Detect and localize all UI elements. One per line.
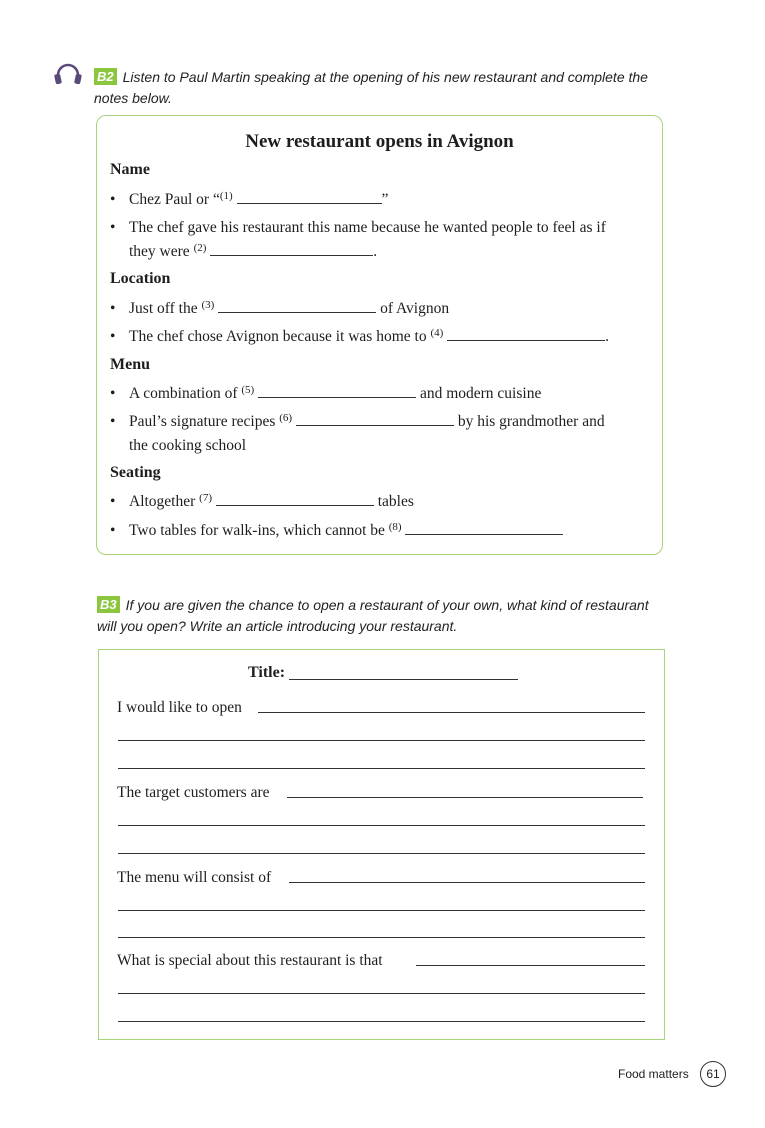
writing-line[interactable] xyxy=(118,910,645,911)
section-heading-name: Name xyxy=(110,161,150,178)
writing-line[interactable] xyxy=(287,797,643,798)
writing-line[interactable] xyxy=(118,1021,645,1022)
b3-instruction: B3 If you are given the chance to open a restaurant of your own, what kind of restaurant will you open? Write an article introducing your restaurant. xyxy=(97,597,649,634)
b3-tag: B3 xyxy=(97,596,120,613)
writing-prompt-4: What is special about this restaurant is that xyxy=(117,952,383,969)
writing-line[interactable] xyxy=(118,740,645,741)
notes-item-6: • Paul’s signature recipes $^{(6)}$ by his grandmother and xyxy=(110,412,605,430)
notes-item-8: • Two tables for walk-ins, which cannot be $^{(8)}$ xyxy=(110,520,563,542)
writing-prompt-3: The menu will consist of xyxy=(117,869,272,886)
section-heading-location: Location xyxy=(110,270,171,287)
answer-blank-4[interactable] xyxy=(447,326,605,341)
notes-item-2-cont: they were $^{(2)}$ . xyxy=(129,242,378,260)
section-heading-menu: Menu xyxy=(110,356,150,373)
writing-line[interactable] xyxy=(258,712,645,713)
writing-line[interactable] xyxy=(118,825,645,826)
notes-item-6-cont: the cooking school xyxy=(129,437,247,454)
answer-blank-3[interactable] xyxy=(218,298,376,313)
b2-title: New restaurant opens in Avignon xyxy=(245,131,514,152)
title-label: Title: xyxy=(248,664,286,681)
notes-item-1: • Chez Paul or “$^{(1)}$ ” xyxy=(110,190,389,208)
answer-blank-8[interactable] xyxy=(405,520,563,535)
notes-item-7: • Altogether $^{(7)}$ tables xyxy=(110,492,414,510)
writing-line[interactable] xyxy=(118,993,645,994)
writing-line[interactable] xyxy=(118,937,645,938)
title-blank[interactable] xyxy=(289,679,518,680)
footer-section-title: Food matters xyxy=(618,1067,689,1081)
headphones-icon xyxy=(53,58,83,88)
answer-blank-6[interactable] xyxy=(296,411,454,426)
notes-item-2: • The chef gave his restaurant this name because he wanted people to feel as if xyxy=(110,219,606,236)
writing-prompt-2: The target customers are xyxy=(117,784,270,801)
page-number: 61 xyxy=(700,1061,726,1087)
answer-blank-7[interactable] xyxy=(216,491,374,506)
writing-line[interactable] xyxy=(118,853,645,854)
section-heading-seating: Seating xyxy=(110,464,161,481)
answer-blank-1[interactable] xyxy=(237,189,382,204)
notes-item-4: • The chef chose Avignon because it was home to $^{(4)}$ . xyxy=(110,327,610,345)
writing-prompt-1: I would like to open xyxy=(117,699,242,716)
notes-item-3: • Just off the $^{(3)}$ of Avignon xyxy=(110,299,450,317)
answer-blank-2[interactable] xyxy=(210,241,373,256)
writing-line[interactable] xyxy=(289,882,645,883)
writing-line[interactable] xyxy=(416,965,645,966)
b2-tag: B2 xyxy=(94,68,117,85)
b2-instruction: B2 Listen to Paul Martin speaking at the opening of his new restaurant and complete the notes below. xyxy=(94,69,648,106)
writing-line[interactable] xyxy=(118,768,645,769)
notes-item-5: • A combination of $^{(5)}$ and modern cuisine xyxy=(110,384,542,402)
answer-blank-5[interactable] xyxy=(258,383,416,398)
